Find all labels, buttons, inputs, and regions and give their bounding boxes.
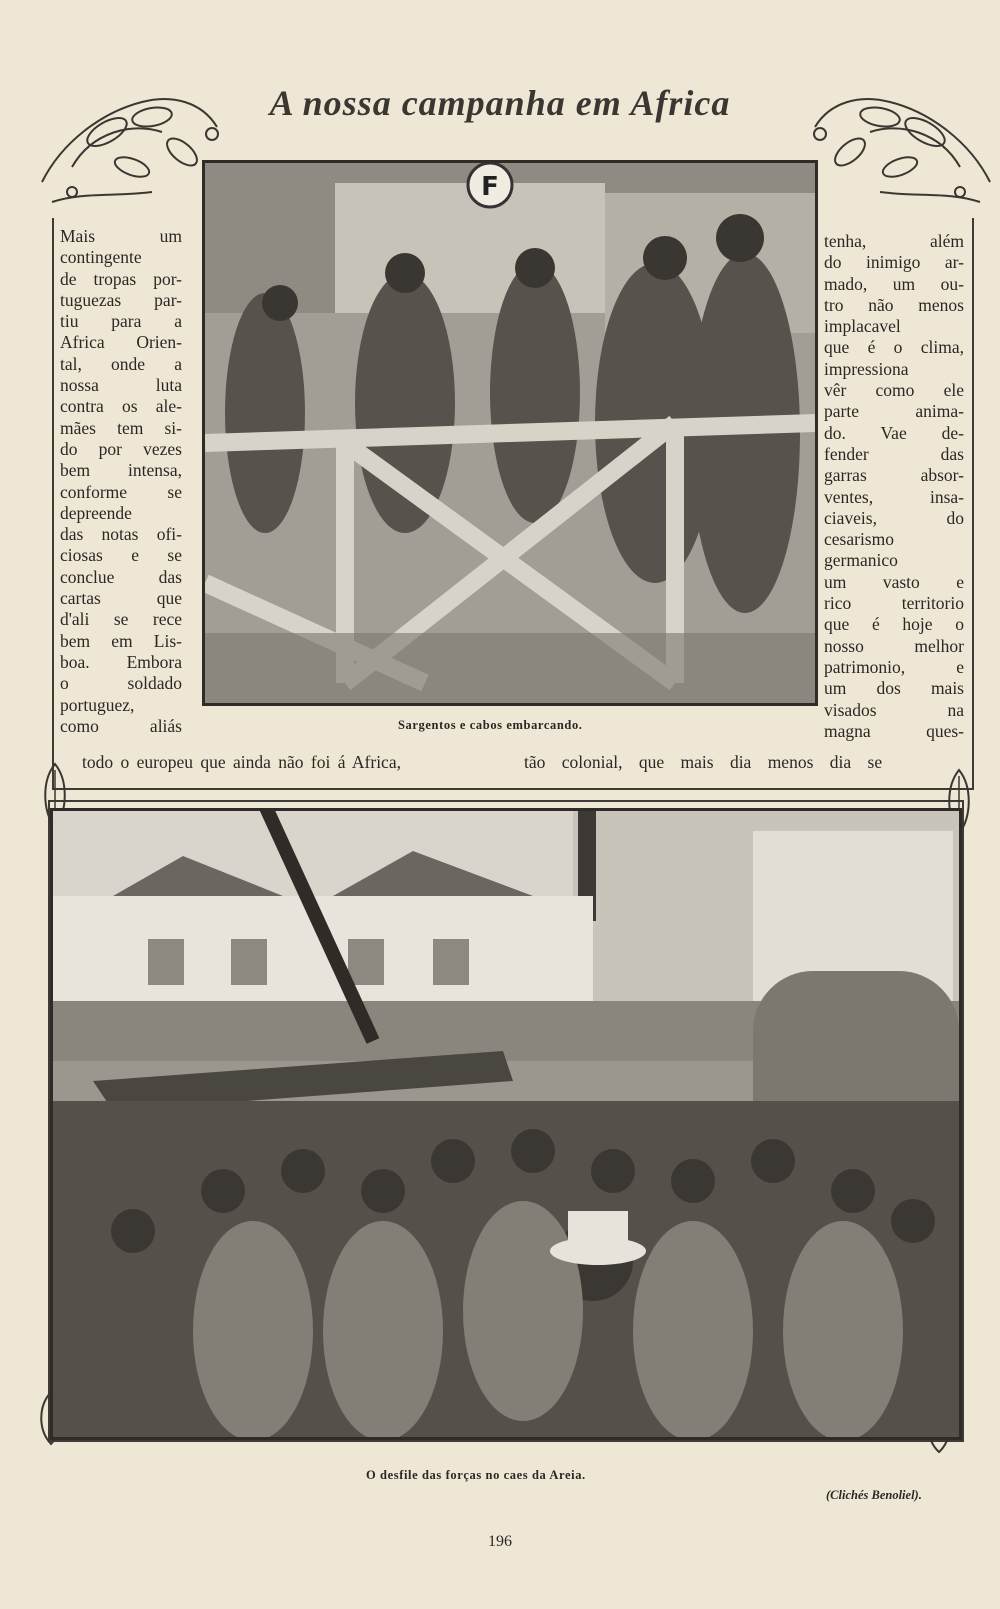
left-column-line: de tropas por-	[60, 268, 182, 289]
page-title: A nossa campanha em Africa	[269, 83, 731, 123]
page-number: 196	[488, 1533, 512, 1550]
left-column-line: portuguez,	[60, 694, 135, 715]
photo-credit: (Clichés Benoliel).	[826, 1488, 922, 1502]
right-column-line: ventes, insa-	[824, 486, 964, 507]
left-column-line: como aliás	[60, 715, 182, 736]
right-column-line: que é o clima,	[824, 337, 964, 358]
right-column-line: do. Vae de-	[824, 422, 964, 443]
right-column-line: parte anima-	[824, 401, 964, 422]
right-column-line: garras absor-	[824, 465, 964, 486]
left-column-line: tuguezas par-	[60, 289, 182, 310]
left-column-line: boa. Embora	[60, 651, 182, 672]
left-column-line: do por vezes	[60, 438, 182, 459]
right-column-line: magna ques-	[824, 720, 964, 741]
right-column-line: tenha, além	[824, 231, 964, 251]
right-column-line: cesarismo	[824, 529, 894, 550]
right-column-line: um vasto e	[824, 571, 964, 592]
left-column-line: Mais um	[60, 226, 182, 246]
caption-bottom-photo: O desfile das forças no caes da Areia.	[366, 1468, 586, 1482]
left-column-line: ciosas e se	[60, 545, 182, 566]
text-line-right: tão colonial, que mais dia menos dia se	[524, 752, 883, 772]
left-column-line: nossa luta	[60, 375, 182, 396]
right-column-line: nosso melhor	[824, 635, 964, 656]
right-column-line: germanico	[824, 550, 898, 571]
right-column-line: patrimonio, e	[824, 656, 964, 677]
right-column-line: ciaveis, do	[824, 507, 964, 528]
photo-parade-caes-da-areia	[50, 808, 962, 1440]
left-column-line: tal, onde a	[60, 353, 182, 374]
left-column-line: conforme se	[60, 481, 182, 502]
text-line-left: todo o europeu que ainda não foi á Africa,	[82, 752, 401, 772]
left-column-line: contingente	[60, 247, 142, 268]
left-text-column	[60, 226, 182, 737]
right-column-line: vêr como ele	[824, 380, 964, 401]
photo-sergeants-boarding	[202, 160, 818, 706]
left-column-line: conclue das	[60, 566, 182, 587]
caption-top-photo: Sargentos e cabos embarcando.	[398, 718, 583, 732]
right-column-line: rico territorio	[824, 593, 964, 614]
left-column-line: bem intensa,	[60, 460, 182, 481]
left-column-line: tiu para a	[60, 311, 182, 332]
right-column-line: que é hoje o	[824, 614, 964, 635]
right-column-line: mado, um ou-	[824, 273, 964, 294]
left-column-line: das notas ofi-	[60, 524, 182, 545]
left-column-line: Africa Orien-	[60, 332, 182, 353]
left-column-line: cartas que	[60, 588, 182, 609]
right-column-line: fender das	[824, 443, 964, 464]
left-column-line: d'ali se rece	[60, 609, 182, 630]
right-column-line: impressiona	[824, 358, 909, 379]
right-column-line: do inimigo ar-	[824, 252, 964, 273]
left-column-line: bem em Lis-	[60, 630, 182, 651]
right-text-column	[824, 231, 964, 742]
left-column-line: contra os ale-	[60, 396, 182, 417]
right-column-line: um dos mais	[824, 678, 964, 699]
left-column-line: mães tem si-	[60, 417, 182, 438]
right-column-line: tro não menos	[824, 294, 964, 315]
svg-text:F: F	[481, 172, 499, 202]
left-column-line: depreende	[60, 502, 132, 523]
right-column-line: implacavel	[824, 316, 901, 337]
right-column-line: visados na	[824, 699, 964, 720]
left-column-line: o soldado	[60, 673, 182, 694]
